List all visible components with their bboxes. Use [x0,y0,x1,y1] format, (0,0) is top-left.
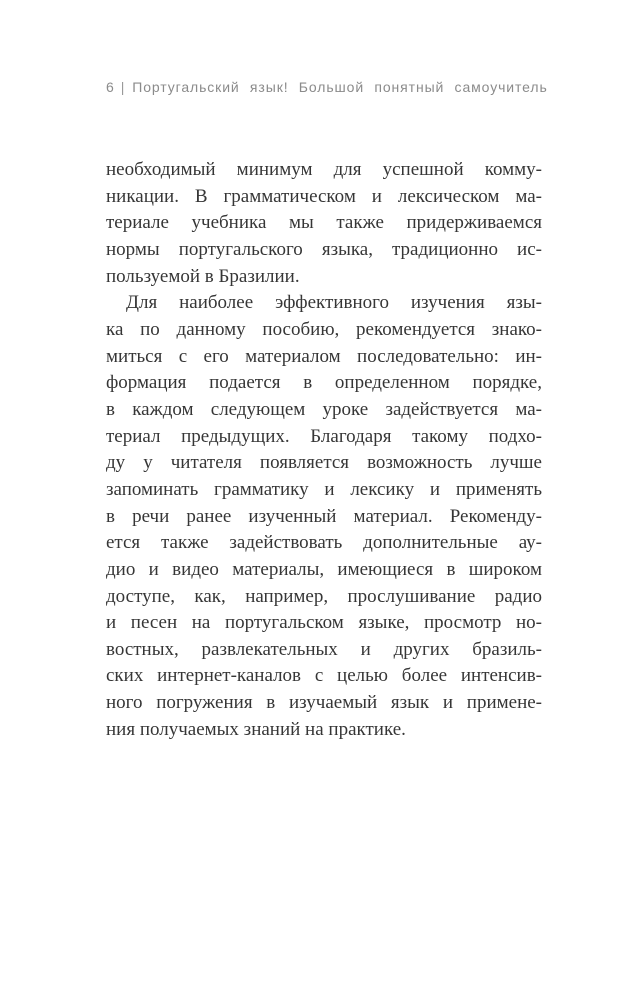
text-line: ется также задействовать дополнительные ау- [106,532,542,554]
page-number: 6 [106,79,115,95]
text-line: ду у читателя появляется возможность лучше [106,452,542,474]
text-line: ка по данному пособию, рекомендуется знако- [106,318,542,340]
running-title: Португальский язык! Большой понятный самоучитель [132,79,548,95]
running-header [106,78,546,96]
text-line: ного погружения в изучаемый язык и примене- [106,692,542,714]
text-line: никации. В грамматическом и лексическом ма- [106,185,542,207]
text-line: необходимый минимум для успешной комму- [106,159,542,180]
text-line: востных, развлекательных и других бразиль- [106,638,542,660]
header-separator: | [120,79,126,95]
paragraph [106,290,542,743]
text-line: нормы португальского языка, традиционно ис- [106,238,542,260]
text-line: териал предыдущих. Благодаря такому подхо- [106,425,542,447]
page-body [106,157,542,743]
paragraph [106,157,542,290]
text-line: дио и видео материалы, имеющиеся в широком [106,558,542,580]
text-line: запоминать грамматику и лексику и применять [106,478,542,500]
text-line: и песен на португальском языке, просмотр но- [106,612,542,634]
text-line: доступе, как, например, прослушивание радио [106,585,542,607]
text-line: пользуемой в Бразилии. [106,265,300,287]
text-line: миться с его материалом последовательно: ин- [106,345,542,367]
text-line: в каждом следующем уроке задействуется ма- [106,398,542,420]
text-line: в речи ранее изученный материал. Рекоменду- [106,505,542,527]
text-line: ния получаемых знаний на практике. [106,718,406,740]
text-line: териале учебника мы также придерживаемся [106,212,542,234]
text-line: Для наиболее эффективного изучения язы- [126,292,542,314]
text-line: ских интернет-каналов с целью более интенсив- [106,665,542,687]
text-line: формация подается в определенном порядке, [106,372,542,394]
